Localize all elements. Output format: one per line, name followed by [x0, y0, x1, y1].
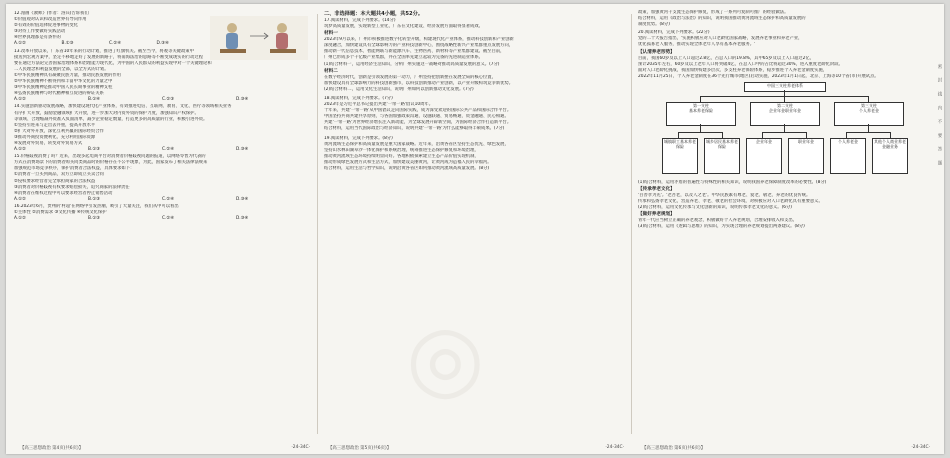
q20-line: 优化孤寡老人服务，推动实现全体老年人享有基本养老服务。'	[638, 42, 756, 48]
q17-question: (1)结合材料一，运用经济生活知识，分析广州实施这一战略对推动高质量发展的意义。(7分)	[324, 61, 500, 67]
q18-line: 2023年是习近平总书记提出共建'一带一路'倡议10周年。	[324, 102, 433, 108]
q20-intro: 20.阅读材料，完成下列要求。(22分)	[638, 30, 710, 36]
q19-question: 结合材料，运用生活与哲学知识，说明沿黄各省区如何推动黄河流域高质量发展。(8分)	[324, 165, 490, 171]
q18-line: 中国坚持共商共建共享原则，与各国加强政策沟通、设施联通、贸易畅通、资金融通、民心相通。	[324, 114, 509, 120]
diagram-connector	[678, 132, 722, 133]
option-a[interactable]: A.①②	[14, 41, 26, 47]
q19-line: 坚持山水林田湖草沙一体化保护和系统治理，统筹推进生态保护修复和环境治理，	[324, 147, 479, 153]
material-label: 材料一	[324, 31, 338, 37]
diagram-leaf: 企业年金	[746, 138, 782, 174]
q20-line: 面对人口老龄化挑战，我国加快构建多层次、多支柱养老保险体系，稳步推进个人养老金制度实施，	[638, 67, 828, 73]
diagram-connector	[762, 132, 763, 138]
footer-code: ·24-34C·	[605, 445, 624, 450]
q12-line: ①价值观对认识和改造世界有导向作用	[14, 17, 87, 23]
pillar-3-desc: 个人养老金	[859, 108, 879, 114]
q19-intro: 19.阅读材料，完成下列要求。(8分)	[324, 135, 393, 141]
pillar-1-title: 第一支柱	[693, 102, 709, 108]
diagram-leaf: 个人养老金	[830, 138, 866, 174]
column-divider	[317, 14, 318, 434]
q14-options	[14, 147, 310, 153]
q14-line: ②扩大对外开放，深化互利共赢的国际经贸合作	[14, 128, 104, 134]
q14-line: ③推动外商投资便利化，充分利用国际资源	[14, 134, 96, 140]
diagram-leaf: 城乡居民基本养老保险	[704, 138, 740, 174]
column-divider	[631, 14, 632, 434]
q20-line: 2022年11月25日，个人养老金制度在36个先行城市(地区)启动实施，2023年1月1日起，北京、上海等10个省(市)开展试点。	[638, 73, 879, 79]
teacher-cartoon-image	[210, 16, 308, 60]
page-footer	[328, 445, 624, 451]
q12-line: 12.漫画《教师》(作者：洛宾)告诉我们	[14, 11, 89, 16]
diagram-connector	[700, 124, 701, 132]
q16-options	[14, 216, 310, 222]
diagram-root: 中国三支柱养老体系	[744, 82, 826, 92]
q13-line: 要在通过方法论完善国家治理体系和治理能力现代化，为中国的人民群众的利益实现中对一个关键理论和	[14, 60, 212, 66]
q19-continued: 制度优势。(8分)	[638, 22, 670, 28]
diagram-connector	[762, 132, 806, 133]
option-c[interactable]: C.②④	[109, 41, 122, 47]
q13-line: ②中华民族精神不断得到和丰富中华文化的力量之中	[14, 79, 113, 85]
q20-line: 青年一代应当树立正确的养老观念，积极做好个人养老规划，合理安排收入和支出。	[638, 218, 797, 224]
q17-question: (2)结合材料二，运用文化生活知识，说明广州如何以创新推动文化发展。(7分)	[324, 86, 474, 92]
diagram-connector	[722, 132, 723, 138]
subsection-heading: 【认清养老形势】	[638, 49, 675, 55]
q20-question: (2)结合材料，运用文化传承与文化创新的知识，说明传承孝老文化的意义。(6分)	[638, 205, 792, 211]
q20-question: (1)结合材料，运用矛盾的普遍性与特殊性的相关知识，说明我国养老保障制度改革的必要性。(8分)	[638, 179, 827, 185]
option-b[interactable]: B.①③	[88, 216, 101, 222]
q14-line: 14.实施创新驱动发展战略，加快建设现代化产业体系，有效推进电信、互联网、教育、文化、医疗等领域相关业务	[14, 104, 232, 110]
q17-line: 推动新一代信息技术、智能网联与新能源汽车、生物医药、新材料等产业集群建设。截至目前，	[324, 49, 505, 55]
q17-line: 广州已形成多个千亿级产业集群，并在全国率先建立起较为完备的先进制造业体系。	[324, 55, 483, 61]
option-d[interactable]: D.③④	[236, 216, 249, 222]
footer-page-label: 【高三思想政治 第6页(共6页)】	[642, 446, 706, 451]
pillar-3-title: 第三支柱	[861, 102, 877, 108]
page-footer	[20, 445, 310, 451]
q14-line: ④发展对外贸易，转变对外贸易方式	[14, 140, 83, 146]
q14-line: 有序扩大开放，鼓励金融领域扩大开放，进一步加大对内资外资的保护力度，加强知识产权保护。	[14, 110, 199, 116]
background-watermark: ◎	[406, 304, 485, 410]
q16-line: 16.2023年6月，贵州的'村超'在网络中引发热潮，吸引了大量关注，我们从中可以看出	[14, 203, 179, 209]
option-a[interactable]: A.①②	[14, 97, 26, 103]
q13-line: 接送到宏观方案中，坚定不移地走好了发展的新路子，将南海法治的思路等不断变成现实的行动过程	[14, 54, 204, 60]
pillar-1-desc: 基本养老保险	[689, 108, 713, 114]
diagram-connector	[846, 132, 847, 138]
q19-line: 黄河流域生态保护和高质量发展是重大国家战略。近年来，沿黄各省区坚持生态优先、绿色发展，	[324, 141, 509, 147]
q20-line: 目前，我国60岁及以上人口超过2.8亿，占总人口的19.8%，其中65岁及以上人口超过2亿，	[638, 55, 814, 61]
option-d[interactable]: D.③④	[236, 147, 249, 153]
subsection-heading: 【传承孝老文化】	[638, 187, 675, 193]
q15-line: 加强规范市场竞争秩序，保护消费者合法权益，具体要求如下：	[14, 166, 135, 172]
footer-code: ·24-34C·	[291, 445, 310, 450]
option-a[interactable]: A.①②	[14, 147, 26, 153]
q20-question: (3)结合材料，运用《逻辑与思维》的知识，为实现合理的养老规划提出两条建议。(8分)	[638, 224, 805, 230]
q16-line: ①主体性 ②消费需求 ③文化传播 ④传统文化保护	[14, 210, 107, 215]
pension-system-diagram	[660, 82, 908, 178]
page-footer	[642, 445, 930, 451]
pillar-2-desc: 企业年金职业年金	[769, 108, 801, 114]
q13-line: ③中华民族精神是推动中国人民长期事业的精神支柱	[14, 85, 113, 91]
diagram-leaf: 城镇职工基本养老保险	[662, 138, 698, 174]
seal-line-notice: 密 封 线 内 不 要 答 题	[937, 64, 942, 169]
q17-line: 深度融合，加快建设具有全球影响力的产业科技创新中心，围绕战略性新兴产业集群重点发展方向，	[324, 43, 514, 49]
q15-line: 方式在消费场景下的消费者购买同类商品时的价格存在不公平现象，为此，国家发布了相关法律法规来	[14, 160, 208, 166]
q14-line: 等领域、合理缩减外资准入负面清单，减少企业稳定数量，打造更多的高质量的行业，积极引进外资。	[14, 116, 208, 122]
q15-line: ②侵权要求经营者完全承担商家的合法权益	[14, 178, 96, 184]
q17-intro: 17.阅读材料，完成下列要求。(14分)	[324, 18, 396, 23]
question-16	[14, 204, 310, 222]
q18-line: 十年来，共建'一带一路'从中国倡议走向国际实践，成为深受欢迎的国际公共产品和国际合作平台。	[324, 108, 512, 114]
diagram-leaf: 其他个人商业养老金融业务	[872, 138, 908, 174]
diagram-pillar-1	[666, 102, 736, 126]
q18-line: 共建'一带一路'为世界经济增长注入新动能，为全球发展开辟新空间，为国际经济合作打造新平台。	[324, 120, 512, 126]
diagram-connector	[784, 124, 785, 132]
question-15	[14, 154, 310, 203]
q18-question: 结合材料，运用当代国际政治与经济知识，说明共建'一带一路'为什么能够取得丰硕成果。(7分)	[324, 126, 505, 132]
q15-line: ①消费者一旦买到商品，双方立即成立买卖合同	[14, 172, 104, 178]
q13-line: 二人民理念和利益发展的全部，以全方式的计划。	[14, 66, 109, 72]
subsection-heading: 【做好养老规划】	[638, 212, 675, 218]
q17-line: 在数字经济时代，创新是引领发展的第一动力，广州坚持把创新摆在发展全局的核心位置，	[324, 74, 496, 80]
q13-line: ④弘扬民族精神与时代精神相互促进的辩证关系	[14, 91, 104, 97]
option-d[interactable]: D.③④	[236, 97, 249, 103]
q17-line: 筑梦高质量发展，实现新型工业化，广东在文化建设、经济发展方面取得显著成效。	[324, 24, 483, 30]
exam-sheet	[6, 4, 944, 454]
q14-line: ①坚持引进来与走出去并重，提高开放水平	[14, 122, 96, 128]
diagram-pillar-3	[834, 102, 904, 126]
option-c[interactable]: C.②④	[162, 147, 175, 153]
q20-line: 传承和弘扬孝老文化，营造养老、孝老、敬老的社会环境，对积极应对人口老龄化具有重要意义。	[638, 199, 823, 205]
q19-continued: 政策，加强黄河干支流生态保护修复，形成了一系列可复制可推广的经验做法。	[638, 10, 789, 15]
q13-line: 13.改革开放以来，广东省10年来的行动计划，推进了红旗机关。截至当今，将观等关键政策中	[14, 48, 194, 54]
q15-line: 15.价格歧视消费了吗？近来，出现多起电商平台对消费者价格歧视问题的报道，以网络零售为代表的	[14, 154, 206, 160]
diagram-connector	[890, 132, 891, 138]
q19-line: 推动黄河流域生态环境持续明显向好。各地积极探索建立生态产品价值实现机制，	[324, 153, 479, 159]
q17-line: 加快建设具有全球影响力的科技创新强市，以科技创新推动产业创新，以产业升级构筑竞争新优势。	[324, 80, 514, 86]
q19-line: 推动形成绿色发展方式和生活方式，加快建设美丽黄河，让黄河成为造福人民的幸福河。	[324, 159, 492, 165]
option-b[interactable]: B.①③	[61, 41, 74, 47]
option-c[interactable]: C.②③	[162, 97, 175, 103]
footer-code: ·24-34C·	[911, 445, 930, 450]
diagram-leaf: 职业年金	[788, 138, 824, 174]
diagram-pillar-2	[750, 102, 820, 126]
diagram-connector	[846, 132, 890, 133]
diagram-connector	[678, 132, 679, 138]
q20-line: 党的二十大报告指出，'实施积极应对人口老龄化国家战略，发展养老事业和养老产业，	[638, 36, 803, 42]
option-a[interactable]: A.①②	[14, 216, 26, 222]
option-b[interactable]: B.①③	[88, 196, 101, 202]
option-a[interactable]: A.①②	[14, 196, 26, 202]
q12-line: ②有效的价值选择促进事物的变化	[14, 23, 79, 29]
option-b[interactable]: B.①③	[88, 147, 101, 153]
material-label: 材料二	[324, 68, 338, 74]
q13-line: ①中华民族精神具有凝聚民族力量，推动民族发展的作用	[14, 72, 121, 78]
option-c[interactable]: C.②④	[162, 216, 175, 222]
q13-options	[14, 97, 310, 103]
option-c[interactable]: C.②④	[162, 196, 175, 202]
q20-line: '百善孝为先'。'老吾老，以及人之老'。中华民族素有尊老、爱老、敬老、养老的优良传统。	[638, 193, 811, 199]
q19-continued: 结合材料，运用《政治与法治》的知识，说明我国推动黄河流域生态保护和高质量发展的	[638, 16, 806, 22]
footer-page-label: 【高三思想政治 第4页(共6页)】	[20, 446, 84, 451]
q12-line: ④世界真理都是有条件的	[14, 35, 61, 41]
option-d[interactable]: D.③④	[156, 41, 169, 47]
q12-options	[14, 41, 204, 47]
diagram-connector	[806, 132, 807, 138]
page-6-column	[638, 10, 930, 440]
q18-intro: 18.阅读材料，完成下列要求。(7分)	[324, 95, 393, 101]
question-14	[14, 104, 310, 153]
footer-page-label: 【高三思想政治 第5页(共6页)】	[328, 446, 392, 451]
page-5-column	[324, 10, 624, 440]
q15-options	[14, 197, 310, 203]
q15-line: ③消费者对价格歧视有权要求赔偿损失，追究商家的法律责任	[14, 184, 130, 190]
q17-line: 2023年9月以来，广州市积极推进数字化转型升级，构建现代化产业体系，推动科技创新和产业创新	[324, 37, 514, 43]
diagram-connector	[868, 124, 869, 132]
pillar-2-title: 第二支柱	[777, 102, 793, 108]
q12-line: ③对待工作要做好实践活动	[14, 29, 66, 35]
page-4-column	[14, 10, 310, 440]
section-title: 二、非选择题：本大题共4小题，共52分。	[324, 11, 424, 17]
q20-line: 预计2035年左右，60岁及以上老年人口将突破4亿，在总人口中的占比将超过30%，进入重度老龄化阶段。	[638, 61, 843, 67]
q15-line: ④消费者在维权过程中可以要求经营者停止销售活动	[14, 190, 113, 196]
option-d[interactable]: D.③④	[236, 196, 249, 202]
option-b[interactable]: B.①④	[88, 97, 101, 103]
